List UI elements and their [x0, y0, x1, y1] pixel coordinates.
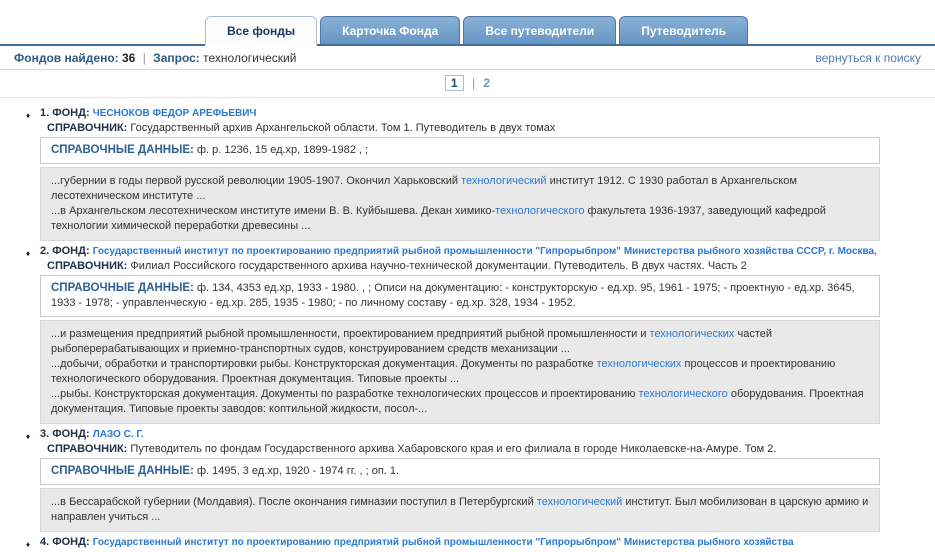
search-term-highlight: технологический — [461, 175, 547, 187]
guide-line — [0, 442, 935, 457]
reference-data-text: ф. 134, 4353 ед.хр, 1933 - 1980. , ; Описи на документацию: - конструкторскую - ед.хр. 95, 1961 - 1975; - проектную - ед.хр. 3645, 1933 - 1978; - управленческую - ед.хр. 285, 1935 - 1980; - по личному составу - ед.хр. 328, 1934 - 1952. — [51, 282, 855, 309]
bullet-diamond-icon: ♦ — [26, 432, 31, 441]
pagination-current-page: 1 — [445, 75, 464, 91]
reference-data-label: СПРАВОЧНЫЕ ДАННЫЕ: — [51, 282, 194, 294]
guide-text: Государственный архив Архангельской области. Том 1. Путеводитель в двух томах — [130, 122, 556, 134]
query-label: Запрос: — [153, 51, 200, 65]
bullet-diamond-icon: ♦ — [26, 540, 31, 549]
guide-text: Филиал Российского государственного архива научно-технической документации. Путеводитель. В двух частях. Часть 2 — [130, 260, 747, 272]
excerpt-text: ...и размещения предприятий рыбной промышленности, проектированием предприятий рыбной промышленности и — [51, 328, 650, 340]
fund-name-link[interactable]: ЧЕСНОКОВ ФЕДОР АРЕФЬЕВИЧ — [92, 108, 257, 119]
search-term-highlight: технологических — [649, 328, 735, 340]
tab-all-funds[interactable]: Все фонды — [205, 16, 317, 46]
guide-text: Путеводитель по фондам Государственного архива Хабаровского края и его филиала в городе Николаевске-на-Амуре. Том 2. — [130, 443, 777, 455]
result-summary — [14, 51, 296, 65]
reference-data-box — [40, 137, 880, 164]
reference-data-label: СПРАВОЧНЫЕ ДАННЫЕ: — [51, 465, 194, 477]
found-count-label: Фондов найдено: — [14, 51, 119, 65]
fund-name-link[interactable]: ЛАЗО С. Г. — [92, 429, 144, 440]
excerpt-text: ...в Архангельском лесотехническом институте имени В. В. Куйбышева. Декан химико- — [51, 205, 496, 217]
reference-data-text: ф. р. 1236, 15 ед.хр, 1899-1982 , ; — [196, 144, 369, 156]
excerpt-text: оборудования. Проектная документация. Типовые проекты заводов: коптильной жидкости, посол-... — [51, 388, 864, 415]
reference-data-label: СПРАВОЧНЫЕ ДАННЫЕ: — [51, 144, 194, 156]
bullet-diamond-icon: ♦ — [26, 111, 31, 120]
search-results-list — [0, 98, 935, 550]
result-title-line — [0, 427, 912, 442]
bullet-diamond-icon: ♦ — [26, 249, 31, 258]
fund-number-label: 1. ФОНД: — [40, 107, 90, 119]
excerpt-box — [40, 167, 880, 241]
tab-all-guides[interactable]: Все путеводители — [463, 16, 616, 44]
excerpt-box — [40, 488, 880, 532]
excerpt-text: частей рыбоперерабатывающих и приемно-транспортных судов, конструированием средств механизации ... — [51, 328, 773, 355]
search-term-highlight: технологический — [536, 496, 623, 508]
guide-line — [0, 121, 935, 136]
reference-data-text: ф. 1495, 3 ед.хр, 1920 - 1974 гг. , ; оп. 1. — [196, 465, 400, 477]
guide-label: СПРАВОЧНИК: — [47, 122, 128, 134]
excerpt-text: институт 1912. С 1930 работал в Архангельском лесотехническом институте ... — [51, 175, 797, 202]
result-summary-bar — [0, 46, 935, 70]
summary-divider: | — [142, 51, 146, 65]
guide-label: СПРАВОЧНИК: — [47, 260, 128, 272]
tab-bar — [0, 0, 935, 46]
back-to-search-link[interactable]: вернуться к поиску — [815, 51, 921, 65]
tab-guide[interactable]: Путеводитель — [619, 16, 748, 44]
pagination-divider: | — [471, 76, 476, 90]
result-title-line — [0, 244, 912, 259]
fund-number-label: 3. ФОНД: — [40, 428, 90, 440]
excerpt-text: ...губернии в годы первой русской революции 1905-1907. Окончил Харьковский — [51, 175, 462, 187]
search-term-highlight: технологических — [596, 358, 682, 370]
search-term-highlight: технологического — [638, 388, 728, 400]
fund-name-link[interactable]: Государственный институт по проектированию предприятий рыбной промышленности "Гипрорыбпром" Министерства рыбного хозяйства — [92, 537, 794, 548]
search-term-highlight: технологического — [495, 205, 585, 217]
guide-label: СПРАВОЧНИК: — [47, 443, 128, 455]
result-title-line — [0, 106, 912, 121]
excerpt-text: ...рыбы. Конструкторская документация. Документы по разработке технологических процессов и проектированию — [51, 388, 639, 400]
excerpt-text: процессов и проектированию технологического оборудования. Проектная документация. Типовые проекты ... — [51, 358, 836, 385]
pagination — [0, 70, 935, 98]
excerpt-text: ...добычи, обработки и транспортировки рыбы. Конструкторская документация. Документы по разработке — [51, 358, 597, 370]
fund-name-link[interactable]: Государственный институт по проектированию предприятий рыбной промышленности "Гипрорыбпром" Министерства рыбного хозяйства СССР, г. Москва, — [92, 246, 877, 257]
reference-data-box — [40, 458, 880, 485]
excerpt-text: институт. Был мобилизован в царскую армию и направлен учиться ... — [51, 496, 869, 523]
pagination-page-2-link[interactable]: 2 — [483, 76, 491, 90]
excerpt-text: ...в Бессарабской губернии (Молдавия). После окончания гимназии поступил в Петербургский — [51, 496, 537, 508]
reference-data-box — [40, 275, 880, 317]
search-result-1 — [0, 106, 935, 241]
excerpt-box — [40, 320, 880, 424]
tab-fund-card[interactable]: Карточка Фонда — [320, 16, 460, 44]
fund-number-label: 2. ФОНД: — [40, 245, 90, 257]
search-result-3 — [0, 427, 935, 532]
excerpt-text: факультета 1936-1937, заведующий кафедрой технологии химической переработки древесины ... — [51, 205, 826, 232]
search-result-2 — [0, 244, 935, 424]
guide-line — [0, 259, 935, 274]
found-count-value: 36 — [122, 51, 136, 65]
query-value: технологический — [203, 51, 297, 65]
fund-number-label: 4. ФОНД: — [40, 536, 90, 548]
